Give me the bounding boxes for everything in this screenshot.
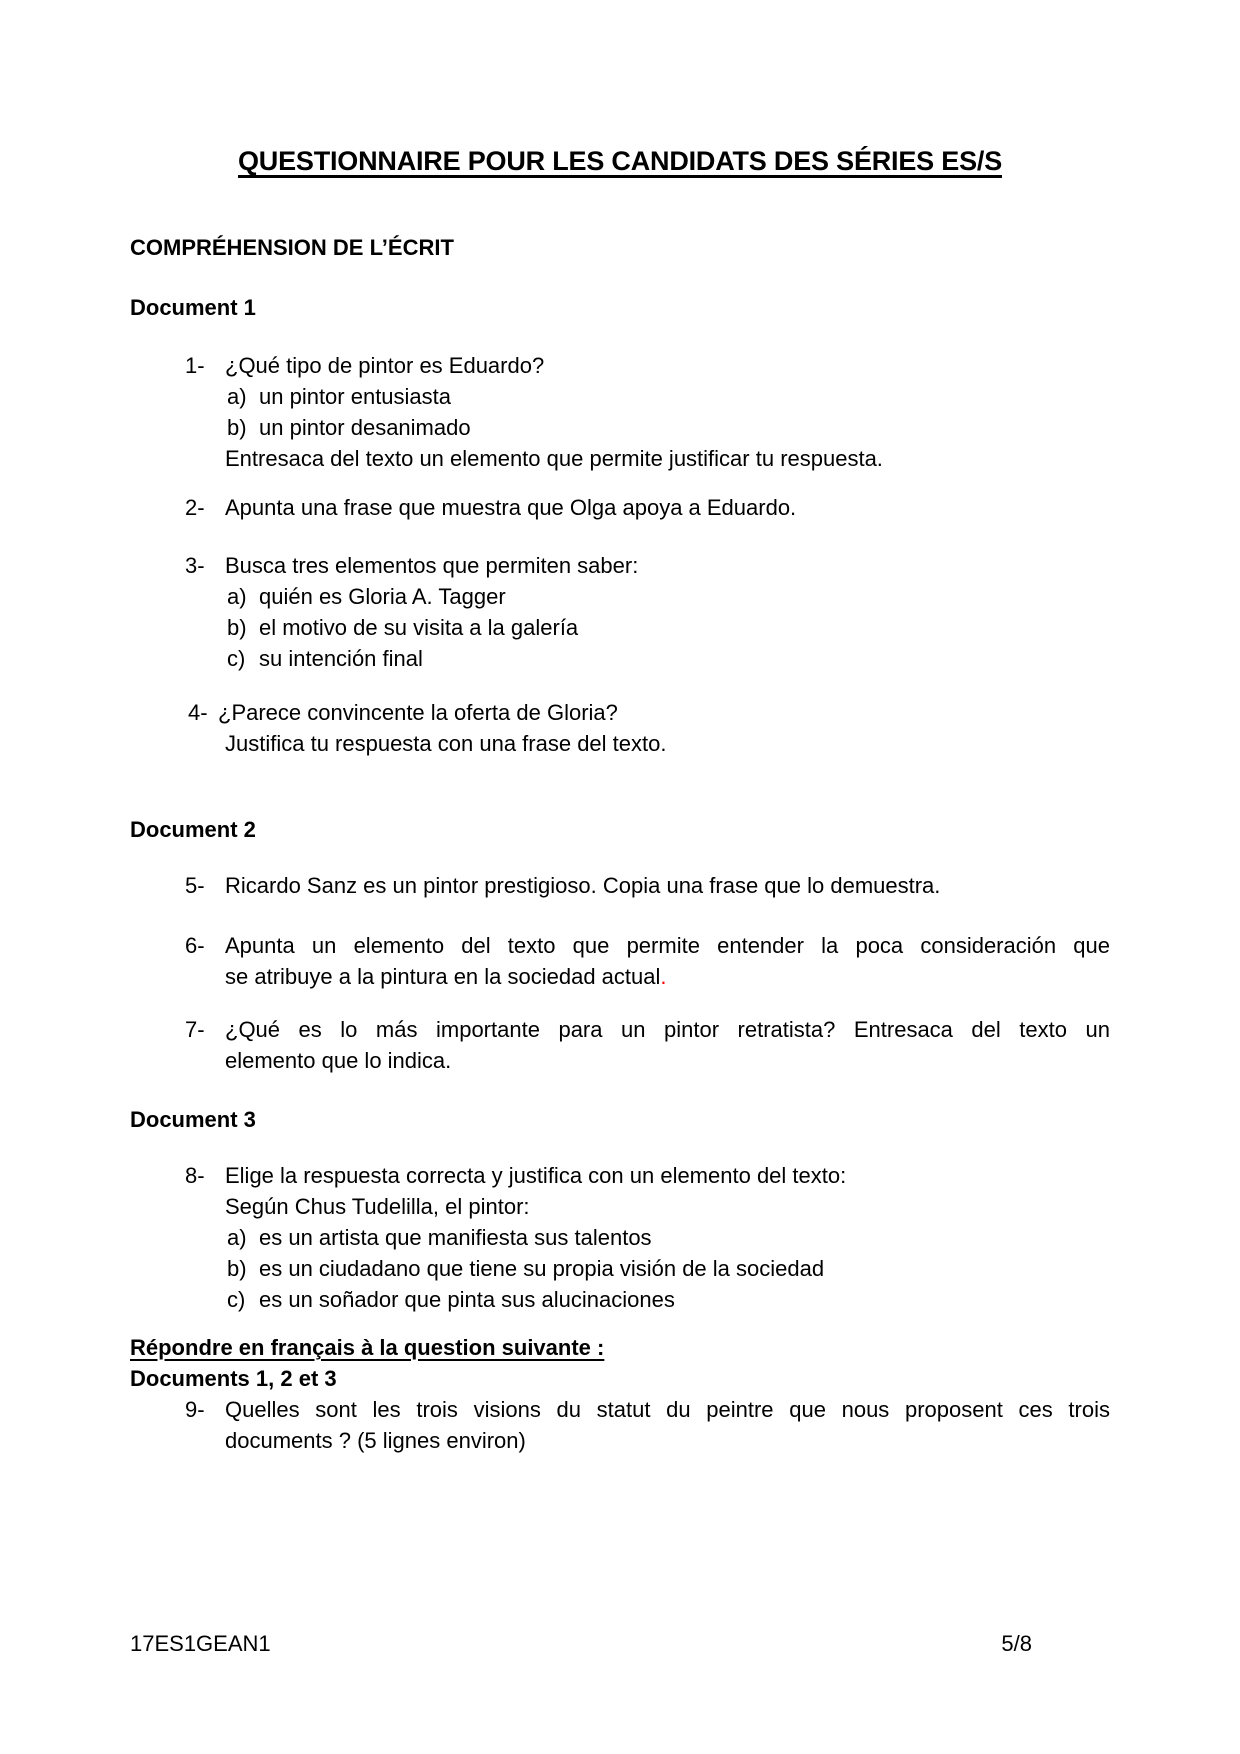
- question-4: [188, 697, 1113, 759]
- option-letter: c): [227, 1287, 246, 1312]
- question-number: 3-: [185, 553, 205, 578]
- title-wrap: [130, 144, 1110, 178]
- option-letter: b): [227, 615, 247, 640]
- question-number: 9-: [185, 1397, 205, 1422]
- question-text-line2: documents ? (5 lignes environ): [225, 1428, 526, 1453]
- question-body: [225, 930, 1110, 992]
- question-body: [225, 350, 1110, 474]
- question-text-line2-body: se atribuye a la pintura en la sociedad actual: [225, 964, 661, 989]
- question-1: [185, 350, 1110, 474]
- option-text: es un artista que manifiesta sus talentos: [259, 1225, 652, 1250]
- question-subtext: Según Chus Tudelilla, el pintor:: [225, 1194, 530, 1219]
- question-text: Busca tres elementos que permiten saber:: [225, 553, 639, 578]
- question-text: ¿Qué tipo de pintor es Eduardo?: [225, 353, 545, 378]
- option-letter: a): [227, 1225, 247, 1250]
- question-note: Justifica tu respuesta con una frase del texto.: [225, 731, 667, 756]
- option-a: [225, 381, 1110, 412]
- option-text: es un soñador que pinta sus alucinaciones: [259, 1287, 675, 1312]
- document-3-heading: Document 3: [130, 1107, 256, 1132]
- question-body: [225, 1160, 1110, 1315]
- option-text: un pintor desanimado: [259, 415, 471, 440]
- question-text: ¿Parece convincente la oferta de Gloria?: [218, 700, 618, 725]
- french-instruction-heading: Répondre en français à la question suivante :: [130, 1335, 605, 1360]
- option-b: [225, 1253, 1110, 1284]
- question-7: [185, 1014, 1110, 1076]
- option-c: [225, 1284, 1110, 1315]
- question-text: Ricardo Sanz es un pintor prestigioso. Copia una frase que lo demuestra.: [225, 873, 941, 898]
- question-number: 8-: [185, 1163, 205, 1188]
- document-1-heading: Document 1: [130, 295, 256, 320]
- question-text: Elige la respuesta correcta y justifica con un elemento del texto:: [225, 1163, 847, 1188]
- question-body: [225, 870, 1110, 901]
- question-text-line2: [225, 961, 1110, 992]
- option-letter: b): [227, 415, 247, 440]
- question-text-line2: elemento que lo indica.: [225, 1048, 452, 1073]
- option-letter: b): [227, 1256, 247, 1281]
- question-text-line1: Quelles sont les trois visions du statut du peintre que nous proposent ces trois: [225, 1397, 1110, 1422]
- question-6: [185, 930, 1110, 992]
- documents-label: Documents 1, 2 et 3: [130, 1366, 337, 1391]
- section-heading: COMPRÉHENSION DE L’ÉCRIT: [130, 235, 454, 260]
- option-a: [225, 1222, 1110, 1253]
- option-letter: a): [227, 584, 247, 609]
- option-letter: c): [227, 646, 246, 671]
- footer-reference: 17ES1GEAN1: [130, 1631, 271, 1656]
- question-body: [225, 492, 1110, 523]
- option-letter: a): [227, 384, 247, 409]
- option-c: [225, 643, 1110, 674]
- question-number: 5-: [185, 873, 205, 898]
- question-text-line1: ¿Qué es lo más importante para un pintor retratista? Entresaca del texto un: [225, 1017, 1110, 1042]
- question-5: [185, 870, 1110, 901]
- question-3: [185, 550, 1110, 674]
- page-title: QUESTIONNAIRE POUR LES CANDIDATS DES SÉRIES ES/S: [237, 146, 1002, 176]
- option-text: un pintor entusiasta: [259, 384, 452, 409]
- question-text: Apunta una frase que muestra que Olga apoya a Eduardo.: [225, 495, 797, 520]
- question-number: 4-: [188, 700, 208, 725]
- option-text: es un ciudadano que tiene su propia visión de la sociedad: [259, 1256, 825, 1281]
- option-text: el motivo de su visita a la galería: [259, 615, 579, 640]
- question-9: [185, 1394, 1110, 1456]
- question-body: [225, 1394, 1110, 1456]
- page-number: 5/8: [1001, 1631, 1032, 1656]
- document-2-heading: Document 2: [130, 817, 256, 842]
- question-body: [218, 697, 1103, 759]
- question-text-line1: Apunta un elemento del texto que permite entender la poca consideración que: [225, 933, 1110, 958]
- option-b: [225, 412, 1110, 443]
- red-period: .: [660, 964, 667, 989]
- option-b: [225, 612, 1110, 643]
- question-2: [185, 492, 1110, 523]
- question-number: 6-: [185, 933, 205, 958]
- option-text: quién es Gloria A. Tagger: [259, 584, 506, 609]
- question-8: [185, 1160, 1110, 1315]
- question-body: [225, 550, 1110, 674]
- question-note: Entresaca del texto un elemento que permite justificar tu respuesta.: [225, 446, 883, 471]
- option-text: su intención final: [259, 646, 423, 671]
- question-number: 1-: [185, 353, 205, 378]
- question-body: [225, 1014, 1110, 1076]
- option-a: [225, 581, 1110, 612]
- question-number: 7-: [185, 1017, 205, 1042]
- question-number: 2-: [185, 495, 205, 520]
